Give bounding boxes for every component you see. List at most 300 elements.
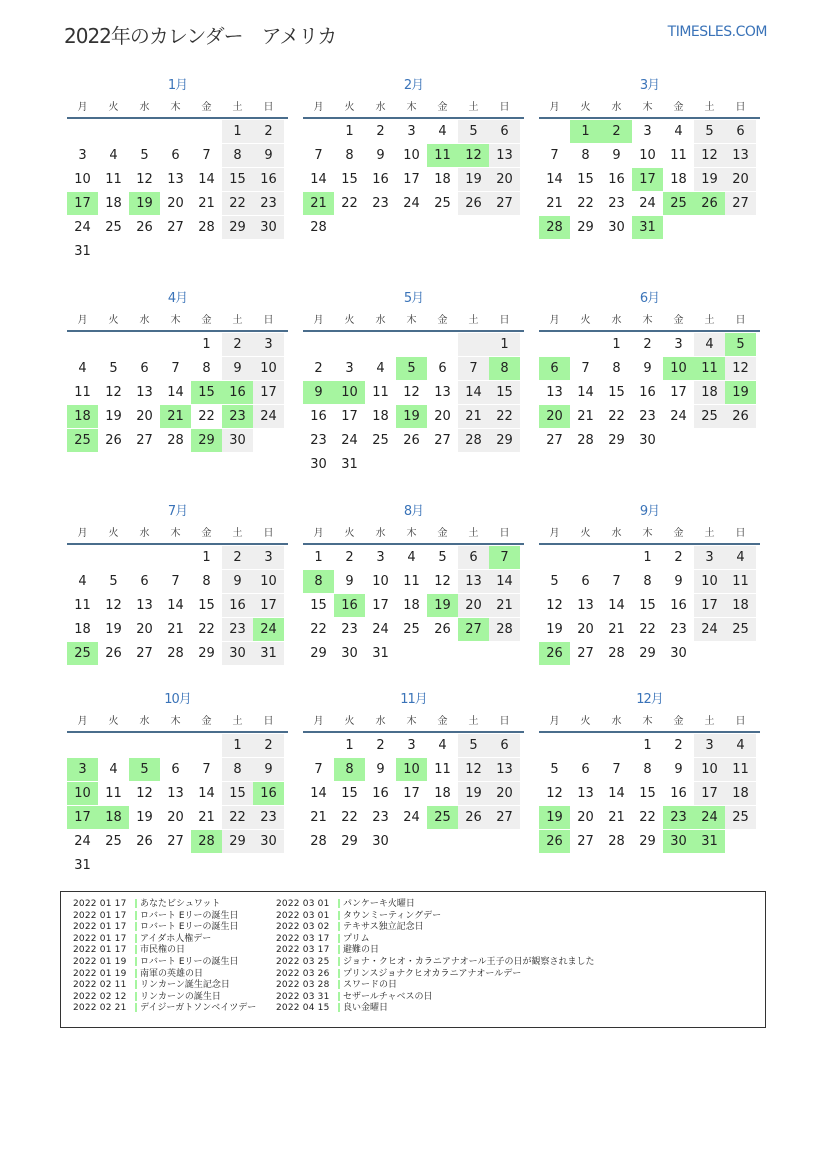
day-cell: 26 (725, 405, 756, 428)
weekday-label: 水 (139, 315, 150, 326)
day-cell: 25 (403, 622, 420, 637)
day-cell: 22 (198, 409, 215, 424)
weekday-label: 土 (704, 716, 715, 727)
holiday-marker (338, 899, 340, 908)
holiday-day-cell: 25 (663, 192, 694, 215)
weekday-label: 月 (549, 315, 560, 326)
page-title: 2022年のカレンダー アメリカ (64, 24, 337, 48)
day-cell: 8 (202, 361, 211, 376)
day-cell: 3 (694, 546, 725, 569)
day-grid (539, 120, 760, 264)
holiday-day-cell: 16 (222, 381, 253, 404)
holiday-day-cell: 19 (539, 806, 570, 829)
day-cell: 13 (136, 385, 153, 400)
holiday-name: 避難の日 (343, 945, 380, 956)
day-cell: 25 (725, 806, 756, 829)
holiday-day-cell: 18 (67, 405, 98, 428)
day-cell: 2 (643, 337, 652, 352)
day-cell: 28 (608, 834, 625, 849)
holiday-marker (338, 911, 340, 920)
day-cell: 5 (109, 361, 118, 376)
header-divider (303, 117, 524, 119)
day-cell: 9 (612, 148, 621, 163)
day-cell: 12 (458, 758, 489, 781)
holiday-day-cell: 23 (663, 806, 694, 829)
legend-row (73, 980, 256, 992)
day-cell: 25 (434, 196, 451, 211)
day-cell: 3 (253, 333, 284, 356)
day-cell: 27 (136, 433, 153, 448)
legend-row (73, 945, 256, 957)
holiday-marker (338, 934, 340, 943)
day-cell: 4 (694, 333, 725, 356)
holiday-date: 2022 03 31 (276, 991, 330, 1002)
day-cell: 14 (167, 598, 184, 613)
holiday-day-cell: 18 (98, 806, 129, 829)
day-cell: 4 (376, 361, 385, 376)
day-cell: 7 (612, 762, 621, 777)
weekday-label: 水 (375, 102, 386, 113)
holiday-legend (60, 891, 766, 1028)
weekday-label: 月 (313, 528, 324, 539)
site-logo-link[interactable]: TIMESLES.COM (667, 24, 767, 40)
holiday-day-cell: 24 (694, 806, 725, 829)
holiday-name: 良い金曜日 (343, 1003, 389, 1014)
day-cell: 2 (253, 120, 284, 143)
day-cell: 12 (434, 574, 451, 589)
day-cell: 30 (253, 830, 284, 853)
weekday-label: 木 (642, 315, 653, 326)
weekday-header (67, 98, 288, 114)
day-cell: 6 (489, 120, 520, 143)
day-cell: 29 (577, 220, 594, 235)
day-cell: 14 (167, 385, 184, 400)
day-cell: 18 (694, 381, 725, 404)
day-cell: 4 (78, 574, 87, 589)
day-cell: 23 (372, 196, 389, 211)
holiday-date: 2022 03 28 (276, 980, 330, 991)
day-cell: 20 (725, 168, 756, 191)
day-cell: 18 (434, 172, 451, 187)
day-cell: 18 (372, 409, 389, 424)
day-grid (539, 546, 760, 690)
day-cell: 11 (670, 148, 687, 163)
day-cell: 20 (136, 409, 153, 424)
holiday-day-cell: 10 (663, 357, 694, 380)
holiday-date: 2022 01 17 (73, 922, 127, 933)
holiday-day-cell: 10 (67, 782, 98, 805)
day-cell: 2 (345, 550, 354, 565)
holiday-day-cell: 26 (539, 830, 570, 853)
day-cell: 7 (550, 148, 559, 163)
day-cell: 21 (608, 810, 625, 825)
holiday-day-cell: 27 (458, 618, 489, 641)
holiday-date: 2022 03 17 (276, 933, 330, 944)
weekday-label: 月 (77, 102, 88, 113)
day-cell: 30 (341, 646, 358, 661)
weekday-label: 火 (344, 528, 355, 539)
day-grid (67, 546, 288, 690)
day-cell: 25 (105, 220, 122, 235)
day-cell: 14 (608, 598, 625, 613)
holiday-day-cell: 26 (694, 192, 725, 215)
day-cell: 10 (253, 570, 284, 593)
weekday-header (67, 524, 288, 540)
day-cell: 15 (639, 598, 656, 613)
day-cell: 14 (489, 570, 520, 593)
day-cell: 28 (577, 433, 594, 448)
day-cell: 17 (670, 385, 687, 400)
month-title: 2月 (403, 78, 424, 93)
weekday-label: 日 (735, 315, 746, 326)
day-cell: 12 (725, 357, 756, 380)
day-cell: 20 (167, 810, 184, 825)
legend-row (276, 969, 594, 981)
holiday-name: リンカーンの誕生日 (140, 991, 221, 1002)
weekday-label: 火 (580, 315, 591, 326)
day-cell: 24 (694, 618, 725, 641)
day-cell: 7 (314, 148, 323, 163)
legend-row (73, 922, 256, 934)
weekday-label: 金 (673, 102, 684, 113)
day-cell: 13 (434, 385, 451, 400)
day-cell: 27 (167, 220, 184, 235)
day-cell: 19 (136, 810, 153, 825)
weekday-label: 日 (499, 315, 510, 326)
day-cell: 25 (105, 834, 122, 849)
day-cell: 11 (74, 598, 91, 613)
legend-row (73, 899, 256, 911)
day-cell: 21 (608, 622, 625, 637)
weekday-label: 木 (406, 315, 417, 326)
day-cell: 26 (105, 646, 122, 661)
day-cell: 21 (546, 196, 563, 211)
weekday-label: 土 (232, 528, 243, 539)
weekday-label: 金 (437, 315, 448, 326)
legend-row (73, 911, 256, 923)
weekday-label: 水 (139, 528, 150, 539)
weekday-label: 水 (611, 716, 622, 727)
day-grid (67, 333, 288, 477)
day-cell: 1 (345, 738, 354, 753)
day-cell: 14 (577, 385, 594, 400)
day-cell: 11 (725, 758, 756, 781)
day-cell: 20 (489, 782, 520, 805)
day-cell: 14 (458, 381, 489, 404)
day-cell: 7 (314, 762, 323, 777)
holiday-day-cell: 15 (191, 381, 222, 404)
holiday-day-cell: 28 (191, 830, 222, 853)
day-cell: 27 (577, 646, 594, 661)
holiday-name: ロバート Eリーの誕生日 (140, 956, 239, 967)
day-cell: 18 (434, 786, 451, 801)
day-cell: 22 (608, 409, 625, 424)
day-cell: 29 (608, 433, 625, 448)
day-cell: 22 (577, 196, 594, 211)
header-divider (539, 731, 760, 733)
day-cell: 19 (458, 168, 489, 191)
day-cell: 22 (310, 622, 327, 637)
day-cell: 26 (136, 834, 153, 849)
holiday-day-cell: 26 (539, 642, 570, 665)
weekday-label: 水 (139, 716, 150, 727)
day-cell: 1 (202, 550, 211, 565)
day-cell: 21 (310, 810, 327, 825)
holiday-day-cell: 5 (725, 333, 756, 356)
day-grid (303, 120, 524, 264)
holiday-name: ロバート Eリーの誕生日 (140, 922, 239, 933)
holiday-day-cell: 30 (663, 830, 694, 853)
day-cell: 29 (639, 646, 656, 661)
day-cell: 9 (222, 357, 253, 380)
day-cell: 1 (202, 337, 211, 352)
day-cell: 4 (725, 546, 756, 569)
day-cell: 10 (694, 570, 725, 593)
day-cell: 29 (341, 834, 358, 849)
header-divider (303, 731, 524, 733)
weekday-label: 日 (499, 528, 510, 539)
holiday-day-cell: 11 (427, 144, 458, 167)
weekday-label: 火 (344, 102, 355, 113)
day-cell: 24 (403, 810, 420, 825)
day-cell: 12 (105, 598, 122, 613)
day-cell: 14 (310, 786, 327, 801)
weekday-label: 土 (704, 315, 715, 326)
day-cell: 4 (438, 124, 447, 139)
day-cell: 6 (725, 120, 756, 143)
weekday-label: 木 (406, 528, 417, 539)
holiday-day-cell: 25 (67, 642, 98, 665)
weekday-label: 木 (642, 716, 653, 727)
day-cell: 5 (550, 574, 559, 589)
day-cell: 8 (202, 574, 211, 589)
day-cell: 7 (612, 574, 621, 589)
legend-row (276, 980, 594, 992)
holiday-day-cell: 28 (539, 216, 570, 239)
day-cell: 8 (222, 758, 253, 781)
weekday-label: 水 (375, 716, 386, 727)
holiday-marker (135, 945, 137, 954)
day-cell: 26 (458, 192, 489, 215)
weekday-label: 金 (437, 102, 448, 113)
legend-row (73, 1003, 256, 1015)
day-cell: 17 (403, 172, 420, 187)
month-title: 1月 (167, 78, 188, 93)
weekday-label: 水 (375, 315, 386, 326)
day-cell: 21 (167, 622, 184, 637)
legend-row (276, 911, 594, 923)
day-cell: 28 (489, 618, 520, 641)
holiday-day-cell: 11 (694, 357, 725, 380)
holiday-marker (135, 980, 137, 989)
day-cell: 27 (577, 834, 594, 849)
day-cell: 29 (639, 834, 656, 849)
weekday-label: 日 (499, 102, 510, 113)
day-cell: 13 (489, 758, 520, 781)
day-cell: 21 (198, 196, 215, 211)
holiday-day-cell: 23 (222, 405, 253, 428)
day-cell: 3 (407, 124, 416, 139)
day-cell: 31 (74, 858, 91, 873)
holiday-date: 2022 03 25 (276, 956, 330, 967)
holiday-marker (135, 911, 137, 920)
weekday-label: 金 (437, 528, 448, 539)
holiday-name: プリム (343, 933, 370, 944)
holiday-name: 市民権の日 (140, 945, 186, 956)
day-cell: 10 (253, 357, 284, 380)
holiday-name: リンカーン誕生記念日 (140, 980, 230, 991)
holiday-name: パンケーキ火曜日 (343, 899, 415, 909)
month-title: 8月 (403, 504, 424, 519)
day-cell: 9 (674, 574, 683, 589)
day-cell: 27 (489, 806, 520, 829)
day-cell: 13 (546, 385, 563, 400)
month-title: 11月 (400, 692, 427, 707)
day-grid (303, 546, 524, 690)
day-cell: 11 (74, 385, 91, 400)
day-grid (67, 734, 288, 878)
day-cell: 14 (608, 786, 625, 801)
holiday-date: 2022 04 15 (276, 1003, 330, 1014)
holiday-name: デイジーガトソンベイツデー (140, 1003, 257, 1014)
weekday-label: 金 (673, 716, 684, 727)
weekday-label: 火 (108, 315, 119, 326)
holiday-marker (135, 899, 137, 908)
holiday-day-cell: 20 (539, 405, 570, 428)
day-cell: 22 (489, 405, 520, 428)
weekday-label: 日 (735, 716, 746, 727)
day-cell: 28 (167, 433, 184, 448)
day-cell: 4 (438, 738, 447, 753)
day-cell: 16 (372, 786, 389, 801)
day-grid (539, 333, 760, 477)
day-cell: 18 (670, 172, 687, 187)
day-cell: 20 (458, 594, 489, 617)
weekday-label: 金 (201, 315, 212, 326)
day-cell: 27 (725, 192, 756, 215)
weekday-header (303, 524, 524, 540)
day-cell: 17 (253, 594, 284, 617)
day-cell: 15 (341, 172, 358, 187)
day-cell: 12 (136, 786, 153, 801)
legend-column-left (73, 899, 256, 1015)
day-cell: 29 (198, 646, 215, 661)
weekday-label: 金 (673, 528, 684, 539)
holiday-day-cell: 31 (694, 830, 725, 853)
weekday-label: 木 (642, 528, 653, 539)
day-cell: 12 (546, 786, 563, 801)
weekday-header (303, 311, 524, 327)
holiday-name: セザールチャベスの日 (343, 991, 433, 1002)
day-cell: 24 (341, 433, 358, 448)
weekday-label: 木 (642, 102, 653, 113)
day-cell: 22 (341, 810, 358, 825)
holiday-name: 南軍の英雄の日 (140, 968, 204, 979)
day-cell: 29 (222, 830, 253, 853)
day-cell: 9 (222, 570, 253, 593)
day-cell: 7 (581, 361, 590, 376)
holiday-day-cell: 8 (334, 758, 365, 781)
holiday-day-cell: 10 (396, 758, 427, 781)
day-cell: 17 (694, 594, 725, 617)
day-cell: 12 (136, 172, 153, 187)
weekday-label: 金 (201, 102, 212, 113)
holiday-day-cell: 1 (570, 120, 601, 143)
holiday-day-cell: 10 (334, 381, 365, 404)
holiday-day-cell: 19 (427, 594, 458, 617)
day-cell: 28 (198, 220, 215, 235)
day-cell: 5 (458, 120, 489, 143)
holiday-name: スワードの日 (343, 980, 398, 991)
day-cell: 27 (489, 192, 520, 215)
day-cell: 24 (74, 220, 91, 235)
day-cell: 18 (725, 594, 756, 617)
day-cell: 23 (639, 409, 656, 424)
day-cell: 19 (458, 782, 489, 805)
weekday-label: 水 (611, 315, 622, 326)
day-cell: 27 (546, 433, 563, 448)
day-cell: 11 (434, 762, 451, 777)
legend-row (276, 934, 594, 946)
day-cell: 6 (140, 574, 149, 589)
day-grid (539, 734, 760, 878)
day-cell: 15 (310, 598, 327, 613)
day-cell: 20 (136, 622, 153, 637)
day-cell: 29 (222, 216, 253, 239)
day-cell: 19 (105, 409, 122, 424)
day-cell: 18 (725, 782, 756, 805)
legend-row (276, 1003, 594, 1015)
day-grid (303, 333, 524, 477)
day-cell: 18 (74, 622, 91, 637)
day-cell: 15 (222, 782, 253, 805)
legend-row (73, 957, 256, 969)
weekday-label: 金 (201, 528, 212, 539)
day-cell: 1 (222, 734, 253, 757)
day-cell: 24 (372, 622, 389, 637)
weekday-label: 火 (580, 528, 591, 539)
weekday-label: 火 (344, 716, 355, 727)
holiday-marker (338, 922, 340, 931)
day-cell: 9 (345, 574, 354, 589)
day-cell: 3 (643, 124, 652, 139)
month-title: 10月 (164, 692, 191, 707)
day-cell: 20 (167, 196, 184, 211)
month-title: 3月 (639, 78, 660, 93)
holiday-name: ジョナ・クヒオ・カラニアナオール王子の日が観察されました (343, 956, 595, 967)
weekday-header (539, 712, 760, 728)
day-cell: 13 (577, 786, 594, 801)
header-divider (67, 543, 288, 545)
holiday-day-cell: 3 (67, 758, 98, 781)
weekday-label: 木 (170, 102, 181, 113)
day-cell: 9 (253, 144, 284, 167)
weekday-header (67, 712, 288, 728)
day-cell: 31 (341, 457, 358, 472)
day-cell: 1 (222, 120, 253, 143)
weekend-empty-cell (458, 333, 489, 356)
day-cell: 26 (136, 220, 153, 235)
holiday-day-cell: 16 (253, 782, 284, 805)
weekday-label: 日 (735, 528, 746, 539)
day-cell: 7 (458, 357, 489, 380)
weekday-label: 火 (580, 102, 591, 113)
holiday-name: プリンスジョナクヒオカラニアナオールデー (343, 968, 522, 979)
weekday-label: 月 (313, 716, 324, 727)
holiday-day-cell: 25 (67, 429, 98, 452)
day-cell: 27 (167, 834, 184, 849)
day-cell: 12 (105, 385, 122, 400)
